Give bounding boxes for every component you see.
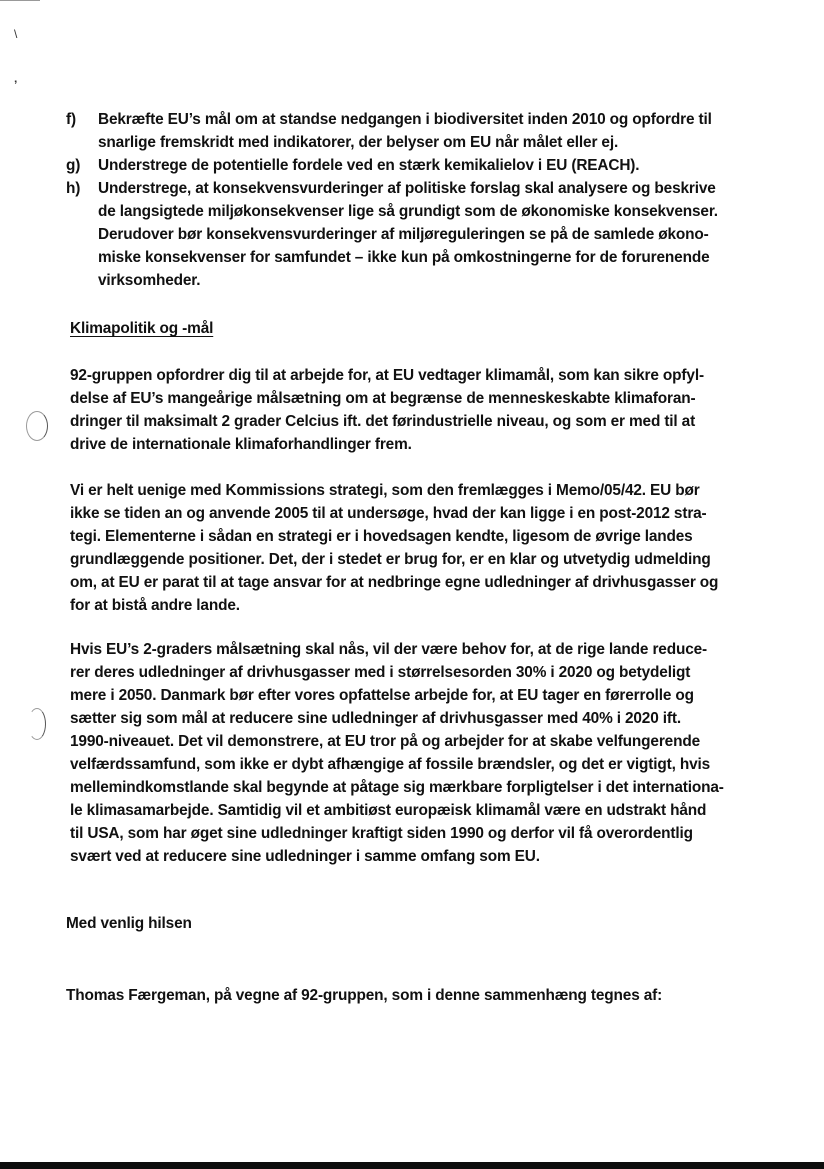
paragraph-line: for at bistå andre lande. (70, 597, 240, 614)
paragraph-line: delse af EU’s mangeårige målsætning om at begrænse de menneskeskabte klimaforan- (70, 390, 696, 407)
paragraph-line: til USA, som har øget sine udledninger kraftigt siden 1990 og derfor vil få overordentlig (70, 825, 693, 842)
section-heading: Klimapolitik og -mål (70, 320, 214, 337)
list-item-g (66, 154, 766, 177)
punch-hole-lower (28, 708, 46, 740)
paragraph-line: drive de internationale klimaforhandlinger frem. (70, 436, 412, 453)
paragraph-line: velfærdssamfund, som ikke er dybt afhængige af fossile brændsler, og det er vigtigt, hvis (70, 756, 711, 773)
list-item-line: virksomheder. (98, 272, 201, 289)
list-item-label: g) (66, 157, 81, 174)
scan-bottom-border (0, 1162, 824, 1169)
paragraph-line: om, at EU er parat til at tage ansvar for at nedbringe egne udledninger af drivhusgasser og (70, 574, 719, 591)
scan-mark-comma: ’ (14, 78, 18, 92)
paragraph-line: svært ved at reducere sine udledninger i samme omfang som EU. (70, 848, 540, 865)
scan-edge-line (0, 0, 40, 1)
list-item-h (66, 177, 766, 292)
list-item-label: h) (66, 180, 81, 197)
paragraph-line: Vi er helt uenige med Kommissions strategi, som den fremlægges i Memo/05/42. EU bør (70, 482, 700, 499)
paragraph-line: le klimasamarbejde. Samtidig vil et ambitiøst europæisk klimamål være en udstrakt hånd (70, 802, 707, 819)
list-item-line: de langsigtede miljøkonsekvenser lige så grundigt som de økonomiske konsekvenser. (98, 203, 718, 220)
list-item-f (66, 108, 766, 154)
paragraph-line: ikke se tiden an og anvende 2005 til at undersøge, hvad der kan ligge i en post-2012 stra- (70, 505, 707, 522)
paragraph-line: grundlæggende positioner. Det, der i stedet er brug for, er en klar og utvetydig udmelding (70, 551, 711, 568)
scan-mark-tick: \ (14, 27, 18, 41)
list-item-label: f) (66, 111, 76, 128)
paragraph-1 (70, 364, 770, 456)
list-item-line: miske konsekvenser for samfundet – ikke kun på omkostningerne for de forurenende (98, 249, 710, 266)
list-item-line: snarlige fremskridt med indikatorer, der belyser om EU når målet eller ej. (98, 134, 619, 151)
list-item-line: Understrege de potentielle fordele ved en stærk kemikalielov i EU (REACH). (98, 157, 640, 174)
closing-salutation: Med venlig hilsen (66, 915, 192, 932)
paragraph-3 (70, 638, 770, 868)
paragraph-line: tegi. Elementerne i sådan en strategi er i hovedsagen kendte, ligesom de øvrige landes (70, 528, 693, 545)
punch-hole-upper (26, 411, 48, 441)
paragraph-line: Hvis EU’s 2-graders målsætning skal nås, vil der være behov for, at de rige lande reduce- (70, 641, 707, 658)
list-item-line: Understrege, at konsekvensvurderinger af politiske forslag skal analysere og beskrive (98, 180, 716, 197)
paragraph-2 (70, 479, 770, 617)
paragraph-line: dringer til maksimalt 2 grader Celcius ift. det førindustrielle niveau, og som er med til at (70, 413, 696, 430)
paragraph-line: sætter sig som mål at reducere sine udledninger af drivhusgasser med 40% i 2020 ift. (70, 710, 681, 727)
list-item-line: Bekræfte EU’s mål om at standse nedgangen i biodiversitet inden 2010 og opfordre til (98, 111, 712, 128)
paragraph-line: rer deres udledninger af drivhusgasser med i størrelsesorden 30% i 2020 og betydeligt (70, 664, 691, 681)
list-item-line: Derudover bør konsekvensvurderinger af miljøreguleringen se på de samlede økono- (98, 226, 709, 243)
paragraph-line: mere i 2050. Danmark bør efter vores opfattelse arbejde for, at EU tager en førerrolle og (70, 687, 694, 704)
recommendation-list (66, 108, 766, 292)
paragraph-line: 1990-niveauet. Det vil demonstrere, at EU tror på og arbejder for at skabe velfungerende (70, 733, 700, 750)
paragraph-line: 92-gruppen opfordrer dig til at arbejde for, at EU vedtager klimamål, som kan sikre opfyl- (70, 367, 704, 384)
paragraph-line: mellemindkomstlande skal begynde at påtage sig mærkbare forpligtelser i det internationa- (70, 779, 724, 796)
signer-line: Thomas Færgeman, på vegne af 92-gruppen, som i denne sammenhæng tegnes af: (66, 987, 663, 1004)
